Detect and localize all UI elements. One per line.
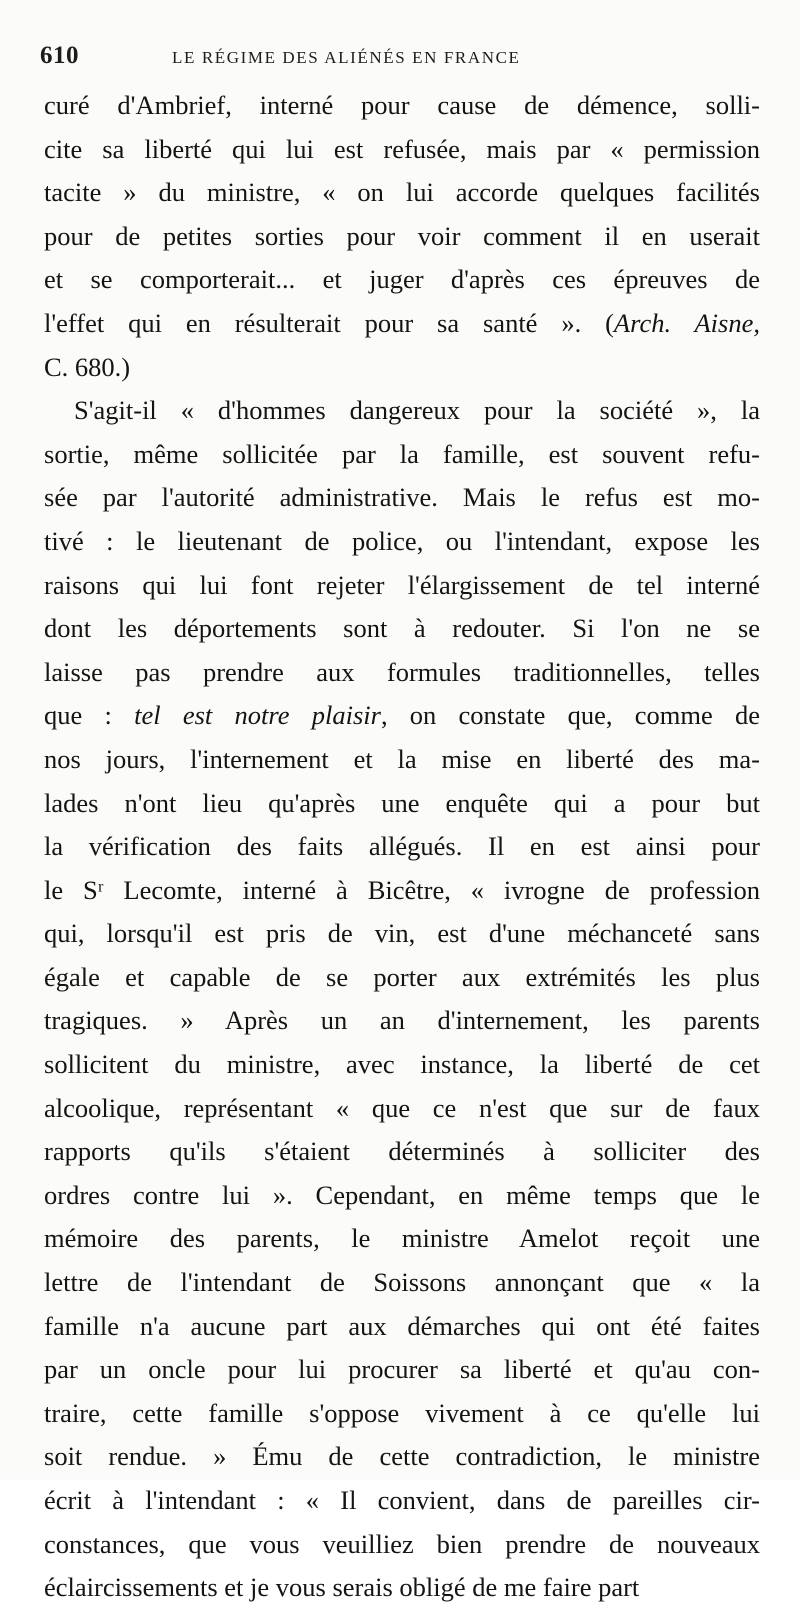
text-line — [44, 869, 760, 913]
text-line — [44, 782, 760, 826]
text-segment: cite sa liberté qui lui est refusée, mais par « permission — [44, 133, 760, 164]
text-line — [44, 171, 760, 215]
text-line — [44, 476, 760, 520]
text-segment: curé d'Ambrief, interné pour cause de démence, solli- — [44, 90, 760, 120]
text-segment: éclaircissements et je vous serais obligé de me faire part — [44, 1572, 640, 1603]
text-segment: écrit à l'intendant : « Il convient, dans de pareilles cir- — [44, 1485, 760, 1515]
text-segment: qui, lorsqu'il est pris de vin, est d'une méchanceté sans — [44, 918, 760, 949]
text-segment: et se comporterait... et juger d'après ces épreuves de — [44, 264, 760, 295]
text-segment: sollicitent du ministre, avec instance, la liberté de cet — [44, 1049, 760, 1080]
text-segment: lades n'ont lieu qu'après une enquête qui a pour but — [44, 787, 760, 818]
text-line — [44, 999, 760, 1043]
text-line — [44, 84, 760, 128]
text-line — [44, 564, 760, 608]
italic-text-segment: tel est notre plaisir — [134, 700, 381, 731]
running-head — [40, 40, 760, 76]
text-line — [44, 1348, 760, 1392]
text-segment: soit rendue. » Ému de cette contradiction, le ministre — [44, 1441, 760, 1472]
text-segment: le Sʳ Lecomte, interné à Bicêtre, « ivrogne de profession — [44, 874, 760, 905]
text-line — [44, 1174, 760, 1218]
text-line — [44, 215, 760, 259]
text-line — [44, 651, 760, 695]
text-line — [44, 1523, 760, 1567]
body-text — [44, 84, 760, 1610]
text-segment: dont les déportements sont à redouter. Si l'on ne se — [44, 613, 760, 644]
text-segment: tivé : le lieutenant de police, ou l'intendant, expose les — [44, 525, 760, 556]
text-segment: la vérification des faits allégués. Il en est ainsi pour — [44, 831, 760, 862]
text-line — [44, 1392, 760, 1436]
text-segment: que : — [44, 700, 135, 731]
text-segment: constances, que vous veuilliez bien prendre de nouveaux — [44, 1528, 760, 1559]
page-number: 610 — [40, 42, 79, 69]
text-segment: nos jours, l'internement et la mise en liberté des ma- — [44, 743, 760, 774]
text-segment: C. 680.) — [44, 351, 131, 382]
text-segment: égale et capable de se porter aux extrémités les plus — [44, 961, 760, 992]
text-segment: sée par l'autorité administrative. Mais le refus est mo- — [44, 482, 760, 513]
text-segment: alcoolique, représentant « que ce n'est que sur de faux — [44, 1092, 760, 1123]
text-line — [44, 912, 760, 956]
text-segment: par un oncle pour lui procurer sa liberté et qu'au con- — [44, 1354, 760, 1385]
text-segment: S'agit-il « d'hommes dangereux pour la société », la — [74, 395, 760, 426]
text-line — [44, 1087, 760, 1131]
text-line — [44, 1479, 760, 1523]
text-line — [44, 1261, 760, 1305]
text-line — [44, 389, 760, 433]
text-line — [44, 738, 760, 782]
text-segment: mémoire des parents, le ministre Amelot reçoit une — [44, 1223, 760, 1254]
text-line — [44, 956, 760, 1000]
text-line — [44, 1130, 760, 1174]
text-line — [44, 258, 760, 302]
text-segment: raisons qui lui font rejeter l'élargissement de tel interné — [44, 569, 760, 600]
text-line — [44, 1305, 760, 1349]
text-line — [44, 825, 760, 869]
text-segment: ordres contre lui ». Cependant, en même temps que le — [44, 1179, 760, 1210]
text-line — [44, 302, 760, 346]
text-line — [44, 1435, 760, 1479]
text-line — [44, 346, 760, 390]
text-line — [44, 520, 760, 564]
text-segment: traire, cette famille s'oppose vivement à ce qu'elle lui — [44, 1397, 760, 1428]
text-segment: , on constate que, comme de — [380, 700, 760, 731]
text-line — [44, 1217, 760, 1261]
text-segment: famille n'a aucune part aux démarches qui ont été faites — [44, 1310, 760, 1341]
text-line — [44, 433, 760, 477]
text-line — [44, 128, 760, 172]
text-line — [44, 1043, 760, 1087]
text-segment: l'effet qui en résulterait pour sa santé ». ( — [44, 307, 614, 338]
text-segment: pour de petites sorties pour voir comment il en userait — [44, 220, 760, 251]
text-segment: rapports qu'ils s'étaient déterminés à solliciter des — [44, 1136, 760, 1167]
text-segment: tragiques. » Après un an d'internement, les parents — [44, 1005, 760, 1036]
text-line — [44, 694, 760, 738]
text-segment: tacite » du ministre, « on lui accorde quelques facilités — [44, 177, 760, 208]
text-segment: lettre de l'intendant de Soissons annonçant que « la — [44, 1267, 760, 1298]
text-line — [44, 607, 760, 651]
text-line — [44, 1566, 760, 1610]
italic-text-segment: Arch. Aisne, — [613, 307, 760, 338]
text-segment: laisse pas prendre aux formules traditionnelles, telles — [44, 656, 760, 687]
text-segment: sortie, même sollicitée par la famille, est souvent refu- — [44, 438, 760, 469]
running-title: LE RÉGIME DES ALIÉNÉS EN FRANCE — [172, 48, 521, 67]
